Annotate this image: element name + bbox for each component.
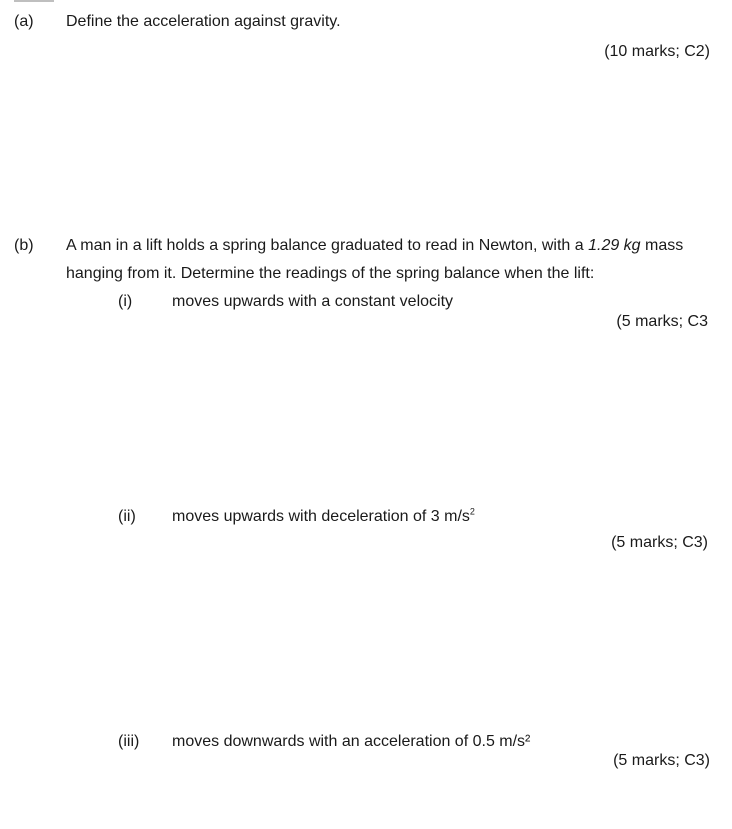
question-b-mass-value: 1.29 kg <box>588 237 641 254</box>
part-ii-marks: (5 marks; C3) <box>611 534 708 551</box>
part-ii-text: moves upwards with deceleration of 3 m/s <box>172 508 470 525</box>
question-b-label: (b) <box>14 237 34 254</box>
part-ii-label: (ii) <box>118 508 136 525</box>
question-a-marks: (10 marks; C2) <box>604 43 710 60</box>
question-b-line1-pre: A man in a lift holds a spring balance graduated to read in Newton, with a <box>66 237 589 254</box>
question-a-text: Define the acceleration against gravity. <box>66 13 341 30</box>
scan-edge-mark <box>14 0 54 2</box>
part-ii-superscript: 2 <box>469 506 475 517</box>
part-i-marks: (5 marks; C3 <box>616 313 708 330</box>
part-iii-marks: (5 marks; C3) <box>613 752 710 769</box>
question-b-line1 <box>66 236 683 255</box>
part-i-label: (i) <box>118 293 133 310</box>
part-iii-label: (iii) <box>118 733 140 750</box>
part-i-text: moves upwards with a constant velocity <box>172 293 454 310</box>
question-b-line2: hanging from it. Determine the readings of the spring balance when the lift: <box>66 265 595 282</box>
question-a-label: (a) <box>14 13 34 30</box>
part-iii-text: moves downwards with an acceleration of 0.5 m/s² <box>172 733 531 750</box>
part-ii-text-wrap <box>172 507 475 526</box>
question-b-line1-post: mass <box>640 237 684 254</box>
